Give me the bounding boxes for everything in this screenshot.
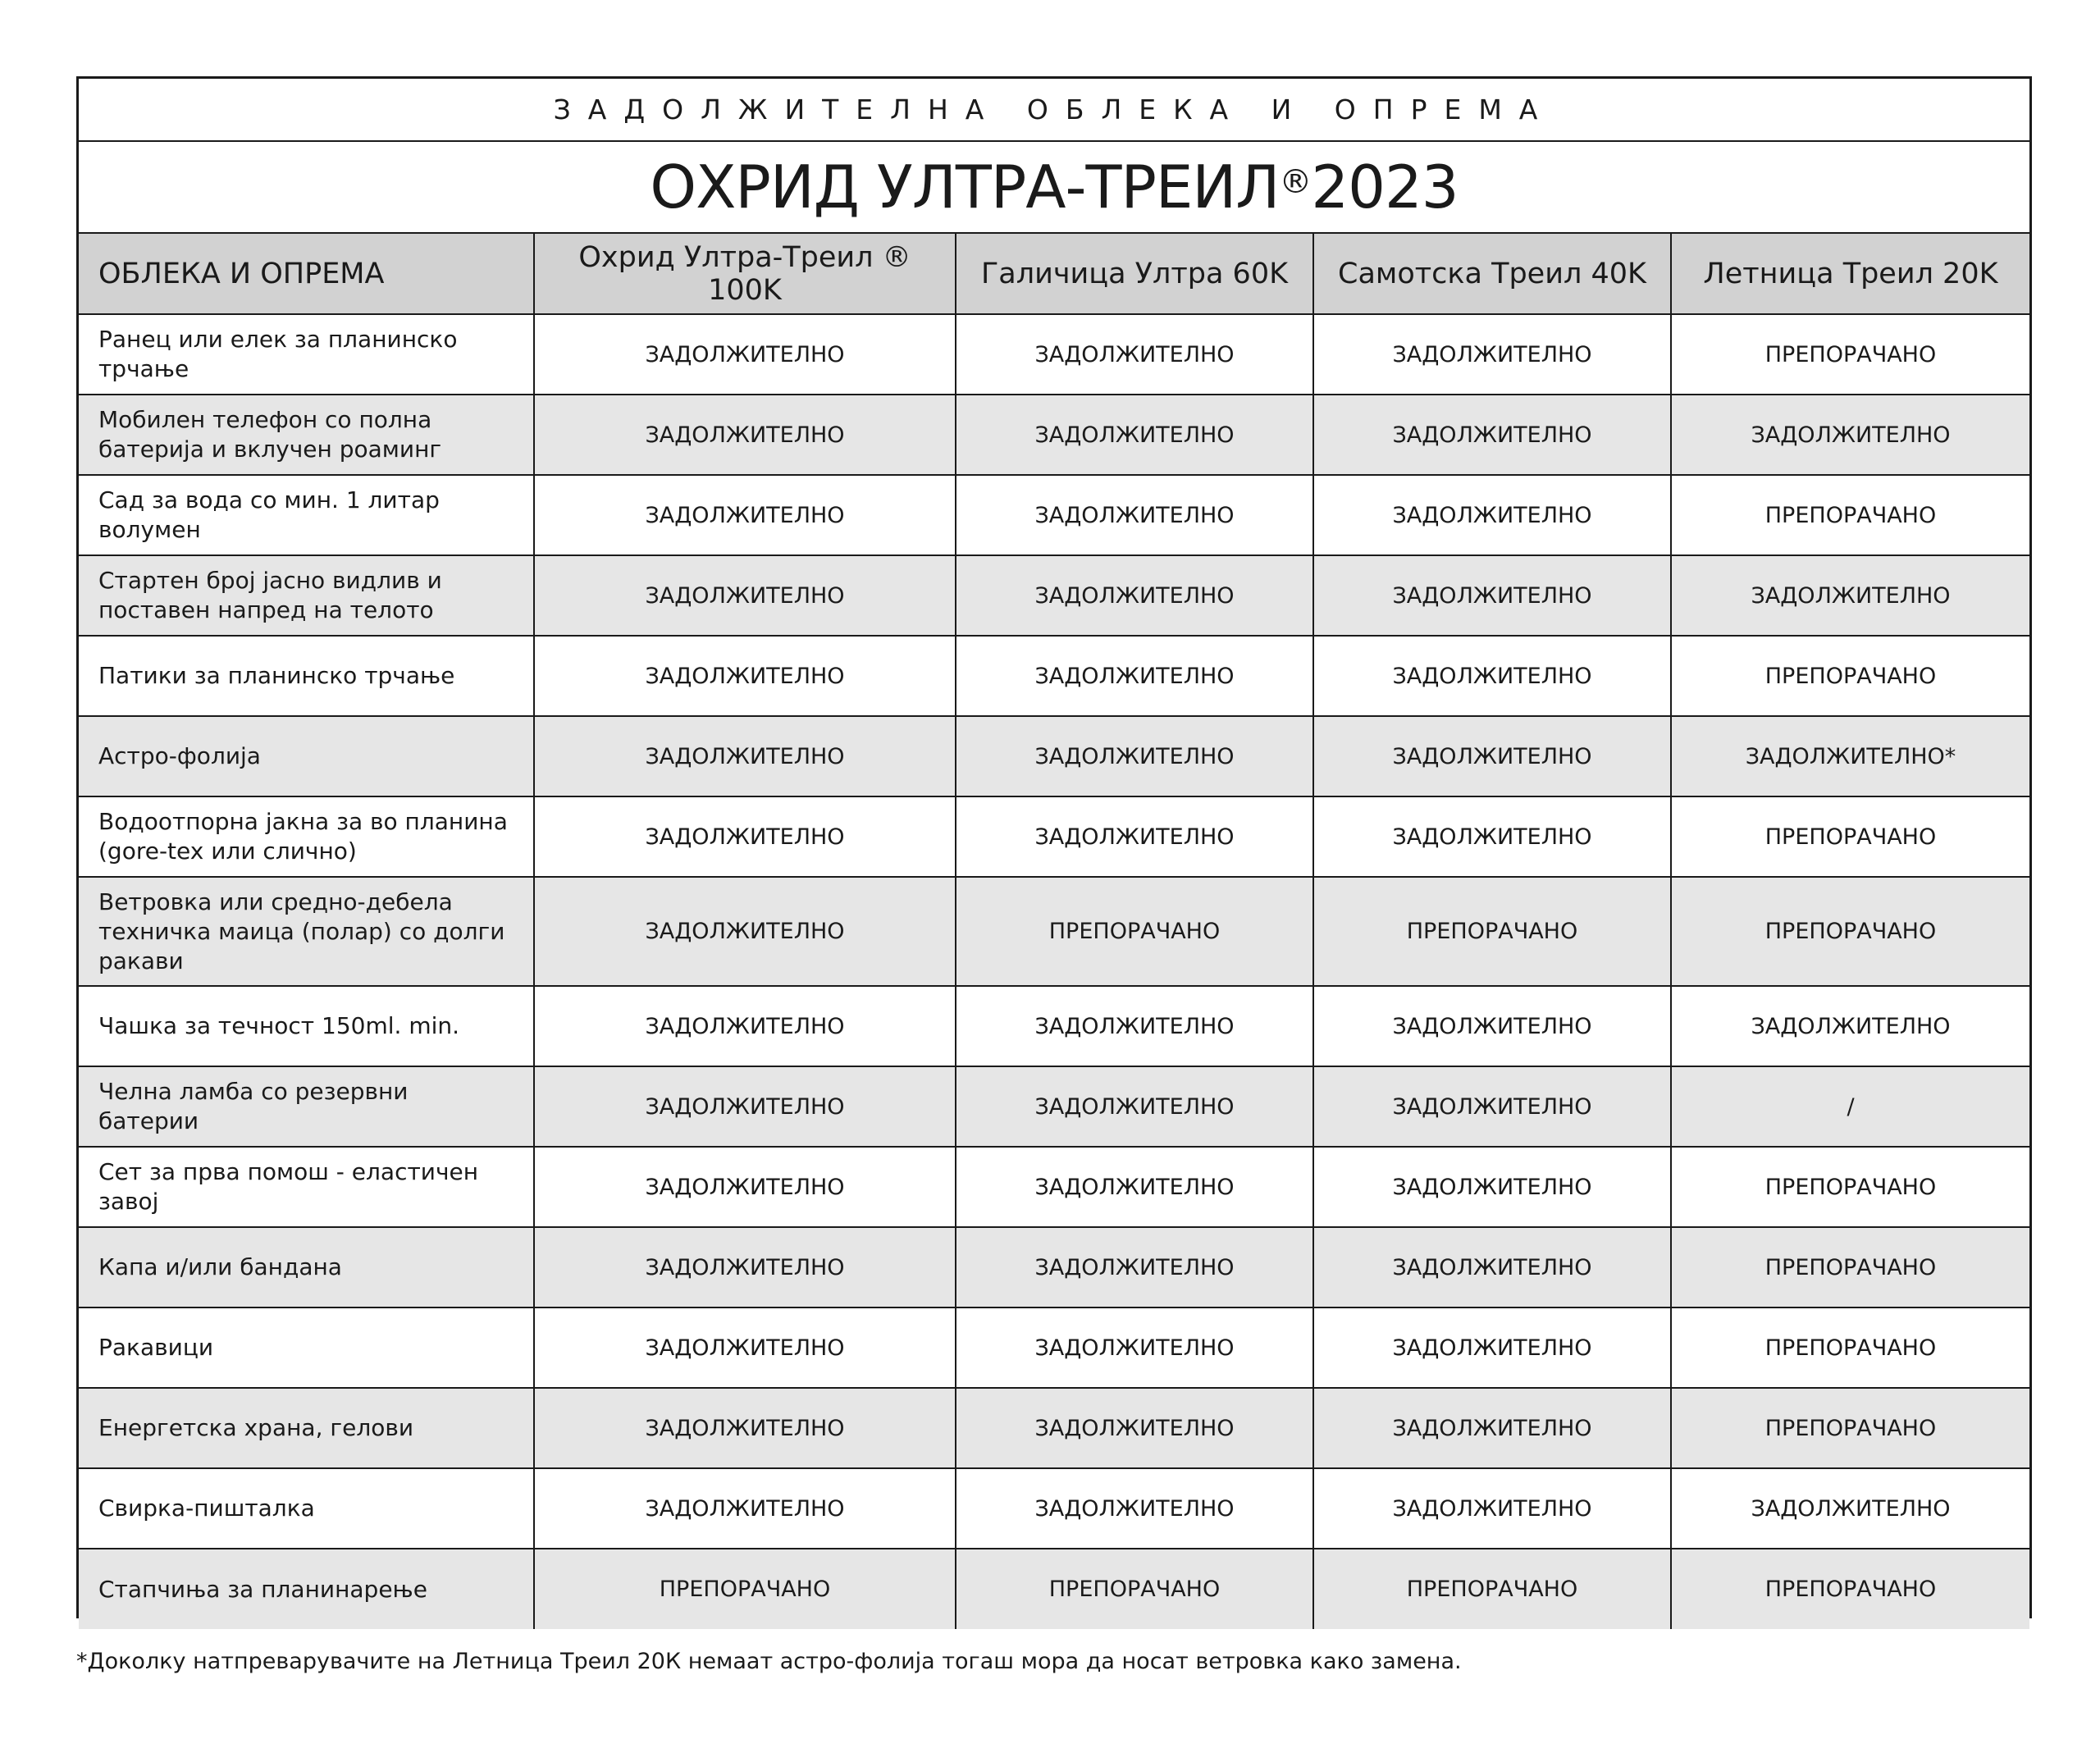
requirement-cell: ЗАДОЛЖИТЕЛНО xyxy=(1313,475,1671,555)
requirement-cell: ПРЕПОРАЧАНО xyxy=(1671,1388,2029,1468)
requirement-cell: ЗАДОЛЖИТЕЛНО xyxy=(534,475,956,555)
requirement-cell: ЗАДОЛЖИТЕЛНО xyxy=(956,395,1313,475)
table-row xyxy=(79,1468,2029,1549)
sheet-subtitle: ЗАДОЛЖИТЕЛНА ОБЛЕКА И ОПРЕМА xyxy=(79,79,2029,142)
equipment-item: Сад за вода со мин. 1 литар волумен xyxy=(79,475,534,555)
equipment-item: Ракавици xyxy=(79,1307,534,1388)
requirement-cell: ЗАДОЛЖИТЕЛНО xyxy=(956,1468,1313,1549)
requirement-cell: ЗАДОЛЖИТЕЛНО xyxy=(534,716,956,796)
requirement-cell: ЗАДОЛЖИТЕЛНО xyxy=(956,1307,1313,1388)
requirement-cell: ЗАДОЛЖИТЕЛНО xyxy=(956,986,1313,1066)
table-row xyxy=(79,314,2029,395)
requirement-cell: ПРЕПОРАЧАНО xyxy=(1671,877,2029,986)
equipment-item: Патики за планинско трчање xyxy=(79,636,534,716)
requirement-cell: ЗАДОЛЖИТЕЛНО xyxy=(1313,1307,1671,1388)
requirement-cell: ПРЕПОРАЧАНО xyxy=(1313,1549,1671,1629)
equipment-item: Ветровка или средно-дебела техничка маица (полар) со долги ракави xyxy=(79,877,534,986)
column-header-equipment: ОБЛЕКА И ОПРЕМА xyxy=(79,234,534,314)
requirement-cell: ПРЕПОРАЧАНО xyxy=(534,1549,956,1629)
equipment-item: Капа и/или бандана xyxy=(79,1227,534,1307)
table-row xyxy=(79,1227,2029,1307)
equipment-item: Стапчиња за планинарење xyxy=(79,1549,534,1629)
table-row xyxy=(79,877,2029,986)
requirement-cell: ПРЕПОРАЧАНО xyxy=(1671,1307,2029,1388)
equipment-item: Астро-фолија xyxy=(79,716,534,796)
title-text: ОХРИД УЛТРА-ТРЕИЛ xyxy=(650,153,1280,221)
requirement-cell: ЗАДОЛЖИТЕЛНО xyxy=(1313,395,1671,475)
column-header-60k: Галичица Ултра 60K xyxy=(956,234,1313,314)
table-row xyxy=(79,1307,2029,1388)
equipment-item: Чашка за течност 150ml. min. xyxy=(79,986,534,1066)
requirement-cell: ЗАДОЛЖИТЕЛНО xyxy=(534,1307,956,1388)
requirement-cell: ЗАДОЛЖИТЕЛНО xyxy=(534,986,956,1066)
requirement-cell: ПРЕПОРАЧАНО xyxy=(1671,1147,2029,1227)
equipment-item: Мобилен телефон со полна батерија и вклучен роаминг xyxy=(79,395,534,475)
requirement-cell: ЗАДОЛЖИТЕЛНО xyxy=(534,555,956,636)
requirement-cell: ЗАДОЛЖИТЕЛНО xyxy=(956,314,1313,395)
table-row xyxy=(79,986,2029,1066)
requirement-cell: ЗАДОЛЖИТЕЛНО xyxy=(534,1227,956,1307)
requirement-cell: ЗАДОЛЖИТЕЛНО xyxy=(1313,1468,1671,1549)
requirement-cell: / xyxy=(1671,1066,2029,1147)
requirement-cell: ПРЕПОРАЧАНО xyxy=(956,877,1313,986)
page-title xyxy=(79,142,2029,234)
requirement-cell: ПРЕПОРАЧАНО xyxy=(1671,1549,2029,1629)
requirement-cell: ЗАДОЛЖИТЕЛНО xyxy=(534,796,956,877)
table-header-row xyxy=(79,234,2029,314)
table-row xyxy=(79,716,2029,796)
requirement-cell: ЗАДОЛЖИТЕЛНО xyxy=(1671,986,2029,1066)
requirement-cell: ЗАДОЛЖИТЕЛНО xyxy=(1313,986,1671,1066)
requirement-cell: ЗАДОЛЖИТЕЛНО xyxy=(534,1147,956,1227)
requirement-cell: ЗАДОЛЖИТЕЛНО xyxy=(956,716,1313,796)
requirement-cell: ЗАДОЛЖИТЕЛНО xyxy=(956,796,1313,877)
requirement-cell: ЗАДОЛЖИТЕЛНО xyxy=(1313,1147,1671,1227)
requirement-cell: ПРЕПОРАЧАНО xyxy=(1671,636,2029,716)
requirement-cell: ЗАДОЛЖИТЕЛНО xyxy=(956,555,1313,636)
table-row xyxy=(79,796,2029,877)
equipment-item: Сет за прва помош - еластичен завој xyxy=(79,1147,534,1227)
registered-mark: ® xyxy=(1279,163,1312,201)
requirement-cell: ПРЕПОРАЧАНО xyxy=(1671,475,2029,555)
requirement-cell: ЗАДОЛЖИТЕЛНО xyxy=(1313,1227,1671,1307)
requirement-cell: ПРЕПОРАЧАНО xyxy=(1671,314,2029,395)
requirement-cell: ПРЕПОРАЧАНО xyxy=(1671,796,2029,877)
column-header-20k: Летница Треил 20K xyxy=(1671,234,2029,314)
requirement-cell: ЗАДОЛЖИТЕЛНО xyxy=(1313,314,1671,395)
requirement-cell: ЗАДОЛЖИТЕЛНО xyxy=(1671,555,2029,636)
equipment-sheet xyxy=(76,76,2032,1618)
requirement-cell: ЗАДОЛЖИТЕЛНО* xyxy=(1671,716,2029,796)
requirement-cell: ЗАДОЛЖИТЕЛНО xyxy=(1313,796,1671,877)
requirement-cell: ЗАДОЛЖИТЕЛНО xyxy=(534,1468,956,1549)
requirement-cell: ПРЕПОРАЧАНО xyxy=(1671,1227,2029,1307)
requirement-cell: ЗАДОЛЖИТЕЛНО xyxy=(534,636,956,716)
requirement-cell: ЗАДОЛЖИТЕЛНО xyxy=(534,314,956,395)
column-header-100k: Охрид Ултра-Треил ® 100K xyxy=(534,234,956,314)
requirement-cell: ЗАДОЛЖИТЕЛНО xyxy=(1671,395,2029,475)
requirement-cell: ЗАДОЛЖИТЕЛНО xyxy=(534,1066,956,1147)
requirement-cell: ЗАДОЛЖИТЕЛНО xyxy=(1313,1388,1671,1468)
equipment-table xyxy=(79,234,2029,1629)
requirement-cell: ЗАДОЛЖИТЕЛНО xyxy=(1313,555,1671,636)
equipment-item: Водоотпорна јакна за во планина (gore-tex или слично) xyxy=(79,796,534,877)
table-row xyxy=(79,1549,2029,1629)
table-row xyxy=(79,636,2029,716)
requirement-cell: ЗАДОЛЖИТЕЛНО xyxy=(956,1066,1313,1147)
requirement-cell: ЗАДОЛЖИТЕЛНО xyxy=(1671,1468,2029,1549)
table-row xyxy=(79,1388,2029,1468)
requirement-cell: ЗАДОЛЖИТЕЛНО xyxy=(534,1388,956,1468)
equipment-item: Енергетска храна, гелови xyxy=(79,1388,534,1468)
column-header-40k: Самотска Треил 40K xyxy=(1313,234,1671,314)
requirement-cell: ЗАДОЛЖИТЕЛНО xyxy=(956,475,1313,555)
requirement-cell: ЗАДОЛЖИТЕЛНО xyxy=(1313,716,1671,796)
table-row xyxy=(79,1066,2029,1147)
footnote: *Доколку натпреварувачите на Летница Треил 20К немаат астро-фолија тогаш мора да носат ветровка како замена. xyxy=(76,1649,1462,1674)
table-row xyxy=(79,1147,2029,1227)
requirement-cell: ЗАДОЛЖИТЕЛНО xyxy=(956,1227,1313,1307)
equipment-item: Челна ламба со резервни батерии xyxy=(79,1066,534,1147)
equipment-item: Стартен број јасно видлив и поставен напред на телото xyxy=(79,555,534,636)
requirement-cell: ЗАДОЛЖИТЕЛНО xyxy=(956,1388,1313,1468)
requirement-cell: ПРЕПОРАЧАНО xyxy=(1313,877,1671,986)
requirement-cell: ЗАДОЛЖИТЕЛНО xyxy=(956,1147,1313,1227)
requirement-cell: ПРЕПОРАЧАНО xyxy=(956,1549,1313,1629)
title-year: 2023 xyxy=(1311,153,1459,221)
table-row xyxy=(79,555,2029,636)
equipment-item: Свирка-пишталка xyxy=(79,1468,534,1549)
requirement-cell: ЗАДОЛЖИТЕЛНО xyxy=(1313,636,1671,716)
table-row xyxy=(79,395,2029,475)
requirement-cell: ЗАДОЛЖИТЕЛНО xyxy=(956,636,1313,716)
table-row xyxy=(79,475,2029,555)
requirement-cell: ЗАДОЛЖИТЕЛНО xyxy=(534,877,956,986)
requirement-cell: ЗАДОЛЖИТЕЛНО xyxy=(1313,1066,1671,1147)
requirement-cell: ЗАДОЛЖИТЕЛНО xyxy=(534,395,956,475)
equipment-item: Ранец или елек за планинско трчање xyxy=(79,314,534,395)
